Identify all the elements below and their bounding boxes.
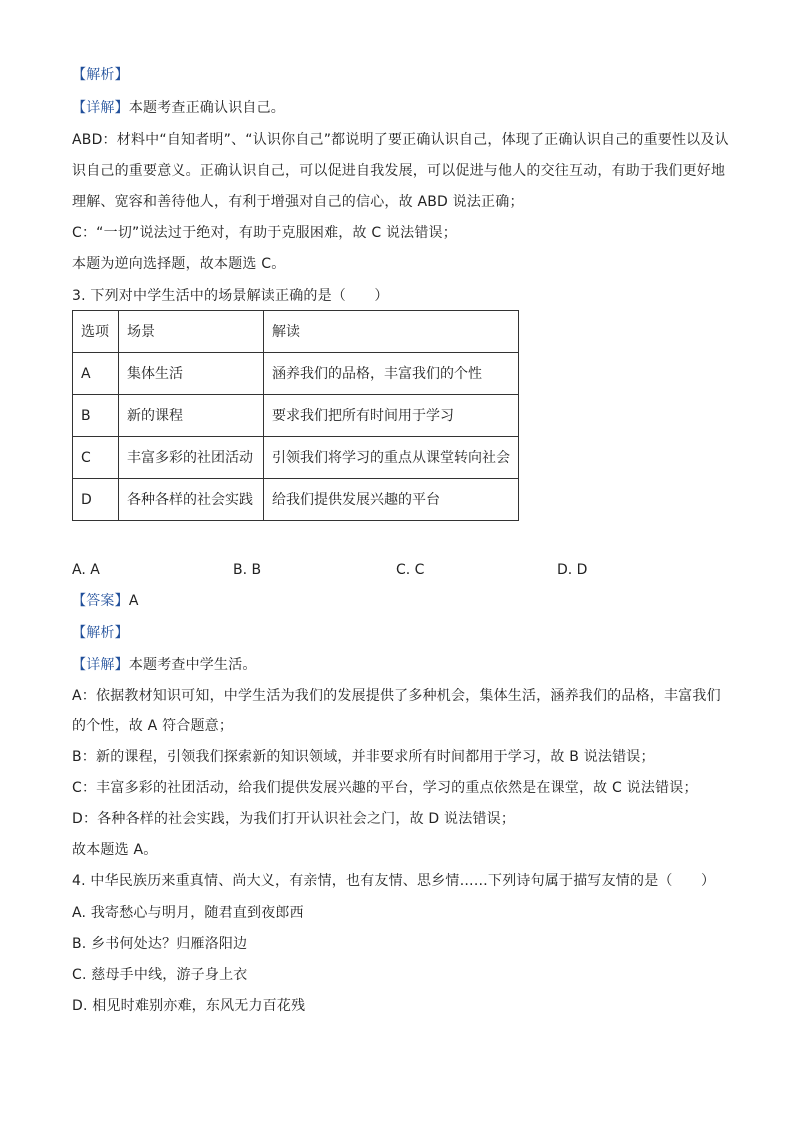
q4-stem: 4. 中华民族历来重真情、尚大义，有亲情，也有友情、思乡情……下列诗句属于描写友情的是（ ） xyxy=(72,873,716,889)
table-cell: 集体生活 xyxy=(119,353,264,395)
q2-explanation-line: ABD：材料中“自知者明”、“认识你自己”都说明了要正确认识自己，体现了正确认识自己的重要性以及认 xyxy=(72,132,729,148)
q4-option-a: A. 我寄愁心与明月，随君直到夜郎西 xyxy=(72,905,304,921)
detail-heading: 【详解】 xyxy=(72,657,129,673)
table-cell: 新的课程 xyxy=(119,395,264,437)
q2-conclusion-line: 本题为逆向选择题，故本题选 C。 xyxy=(72,256,286,272)
answer-heading: 【答案】 xyxy=(72,593,129,609)
q3-option-c: C. C xyxy=(396,562,425,578)
table-cell: B xyxy=(73,395,119,437)
table-header-cell: 场景 xyxy=(119,311,264,353)
q3-explanation-line: C：丰富多彩的社团活动，给我们提供发展兴趣的平台，学习的重点依然是在课堂，故 C 说法错误； xyxy=(72,780,698,796)
q3-explanation-line: 的个性，故 A 符合题意； xyxy=(72,718,234,734)
q2-detail-line xyxy=(72,98,285,118)
table-row xyxy=(73,353,519,395)
q3-answer-line xyxy=(72,591,139,611)
q4-option-d: D. 相见时难别亦难，东风无力百花残 xyxy=(72,998,306,1014)
q2-explanation-line: C：“一切”说法过于绝对，有助于克服困难，故 C 说法错误； xyxy=(72,225,457,241)
q3-detail-line xyxy=(72,655,257,675)
table-header-cell: 选项 xyxy=(73,311,119,353)
analysis-heading: 【解析】 xyxy=(72,67,129,83)
table-cell: 丰富多彩的社团活动 xyxy=(119,437,264,479)
table-cell: A xyxy=(73,353,119,395)
table-row xyxy=(73,395,519,437)
table-header-row xyxy=(73,311,519,353)
table-cell: D xyxy=(73,479,119,521)
q2-explanation-line: 识自己的重要意义。正确认识自己，可以促进自我发展，可以促进与他人的交往互动，有助于我们更好地 xyxy=(72,163,726,179)
q3-option-a: A. A xyxy=(72,562,100,578)
q3-explanation-line: D：各种各样的社会实践，为我们打开认识社会之门，故 D 说法错误； xyxy=(72,811,516,827)
q3-detail-text: 本题考查中学生活。 xyxy=(128,657,257,673)
q3-answer-value: A xyxy=(128,593,139,609)
table-row xyxy=(73,437,519,479)
table-cell: 涵养我们的品格，丰富我们的个性 xyxy=(264,353,519,395)
table-cell: C xyxy=(73,437,119,479)
table-cell: 要求我们把所有时间用于学习 xyxy=(264,395,519,437)
q4-option-b: B. 乡书何处达？归雁洛阳边 xyxy=(72,936,248,952)
q3-option-b: B. B xyxy=(233,562,262,578)
q3-conclusion-line: 故本题选 A。 xyxy=(72,842,158,858)
analysis-heading: 【解析】 xyxy=(72,625,129,641)
detail-heading: 【详解】 xyxy=(72,100,129,116)
q3-explanation-line: B：新的课程，引领我们探索新的知识领域，并非要求所有时间都用于学习，故 B 说法错误； xyxy=(72,749,655,765)
q3-table xyxy=(72,310,519,521)
q4-option-c: C. 慈母手中线，游子身上衣 xyxy=(72,967,248,983)
q3-option-d: D. D xyxy=(557,562,588,578)
table-cell: 各种各样的社会实践 xyxy=(119,479,264,521)
q2-explanation-line: 理解、宽容和善待他人，有利于增强对自己的信心，故 ABD 说法正确； xyxy=(72,194,524,210)
table-cell: 给我们提供发展兴趣的平台 xyxy=(264,479,519,521)
q2-detail-text: 本题考查正确认识自己。 xyxy=(128,100,286,116)
q3-stem: 3. 下列对中学生活中的场景解读正确的是（ ） xyxy=(72,288,389,304)
table-cell: 引领我们将学习的重点从课堂转向社会 xyxy=(264,437,519,479)
table-row xyxy=(73,479,519,521)
table-header-cell: 解读 xyxy=(264,311,519,353)
q3-explanation-line: A：依据教材知识可知，中学生活为我们的发展提供了多种机会，集体生活，涵养我们的品格，丰富我们 xyxy=(72,688,721,704)
